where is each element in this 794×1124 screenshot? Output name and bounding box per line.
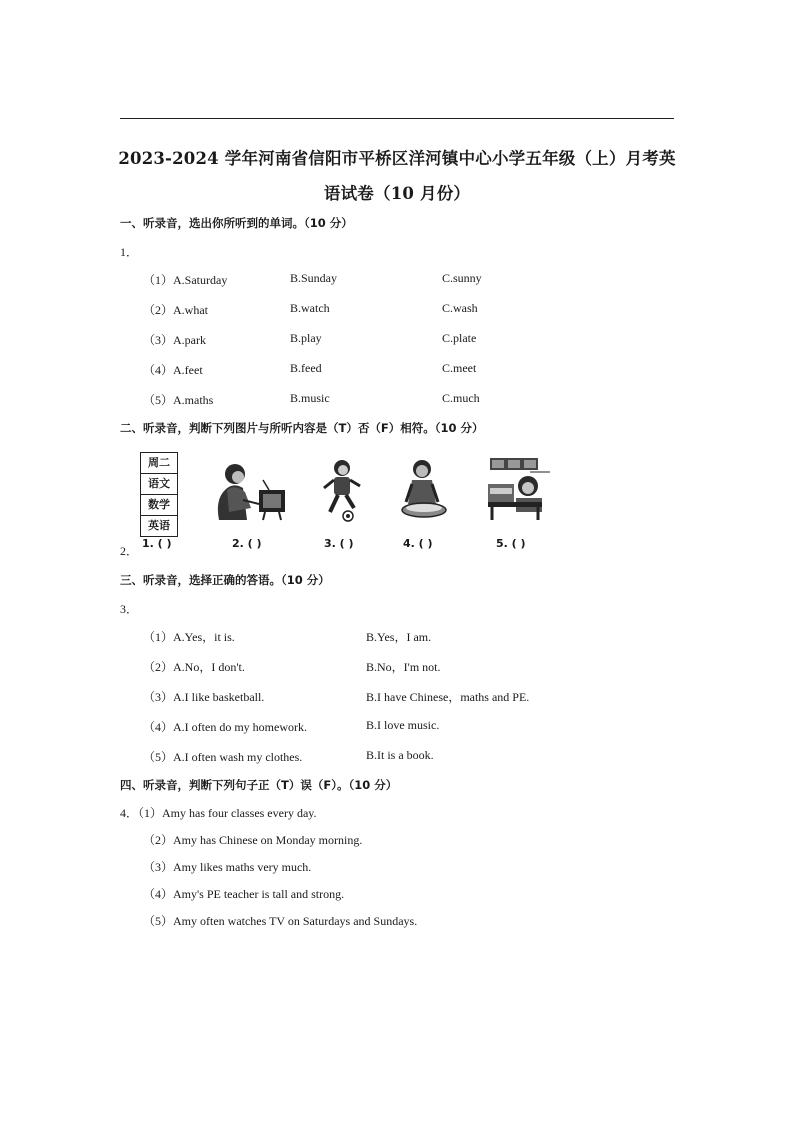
- picture-label-3: 3. ( ): [324, 537, 354, 550]
- question1-number: 1．: [120, 245, 139, 259]
- q3-item-4: [143, 718, 683, 734]
- question2-number: 2．: [120, 544, 139, 558]
- timetable-picture: [140, 452, 178, 537]
- q3-item-1: [143, 628, 683, 644]
- q1-item-5: [143, 391, 683, 407]
- q3-option-b: B.It is a book.: [366, 748, 434, 762]
- q3-option-b: B.I love music.: [366, 718, 440, 732]
- q4-item-4: （4）Amy's PE teacher is tall and strong.: [143, 887, 345, 901]
- timetable-cell: 数学: [140, 495, 178, 516]
- q1-option-b: B.feed: [290, 361, 322, 375]
- q1-item-3: [143, 331, 683, 347]
- q1-option-b: B.Sunday: [290, 271, 338, 285]
- reading-picture: [486, 454, 554, 524]
- q1-option-a: （5）A.maths: [143, 393, 214, 407]
- q1-item-4: [143, 361, 683, 377]
- q3-item-3: [143, 688, 683, 704]
- page-title-line1: 2023-2024 学年河南省信阳市平桥区洋河镇中心小学五年级（上）月考英: [118, 149, 676, 168]
- picture-label-2: 2. ( ): [232, 537, 262, 550]
- q3-option-a: （1）A.Yes，it is.: [143, 630, 235, 644]
- section2-heading: 二、听录音，判断下列图片与所听内容是（T）否（F）相符。（10 分）: [120, 421, 484, 435]
- picture-strip: [118, 448, 568, 560]
- q1-option-b: B.play: [290, 331, 322, 345]
- section1-heading: 一、听录音，选出你所听到的单词。（10 分）: [120, 216, 353, 230]
- q1-option-b: B.watch: [290, 301, 330, 315]
- q1-option-a: （3）A.park: [143, 333, 206, 347]
- picture-label-5: 5. ( ): [496, 537, 526, 550]
- q3-option-a: （5）A.I often wash my clothes.: [143, 750, 303, 764]
- q1-option-a: （4）A.feet: [143, 363, 203, 377]
- timetable-cell: 语文: [140, 474, 178, 495]
- q3-option-b: B.I have Chinese，maths and PE.: [366, 690, 530, 704]
- q4-item-3: （3）Amy likes maths very much.: [143, 860, 312, 874]
- q1-option-c: C.meet: [442, 361, 477, 375]
- watching-tv-picture: [213, 460, 293, 522]
- section3-heading: 三、听录音，选择正确的答语。（10 分）: [120, 573, 330, 587]
- picture-label-1: 1. ( ): [142, 537, 172, 550]
- q3-item-2: [143, 658, 683, 674]
- q1-item-2: [143, 301, 683, 317]
- question3-number: 3．: [120, 602, 139, 616]
- q3-option-a: （3）A.I like basketball.: [143, 690, 265, 704]
- timetable-cell: 周二: [140, 452, 178, 474]
- q1-option-c: C.plate: [442, 331, 477, 345]
- q1-option-c: C.much: [442, 391, 480, 405]
- q1-option-c: C.wash: [442, 301, 478, 315]
- q3-option-a: （2）A.No，I don't.: [143, 660, 245, 674]
- header-rule: [120, 118, 674, 119]
- q4-item-5: （5）Amy often watches TV on Saturdays and Sundays.: [143, 914, 418, 928]
- q1-option-c: C.sunny: [442, 271, 482, 285]
- q4-item-2: （2）Amy has Chinese on Monday morning.: [143, 833, 363, 847]
- q3-item-5: [143, 748, 683, 764]
- q3-option-a: （4）A.I often do my homework.: [143, 720, 307, 734]
- q1-option-b: B.music: [290, 391, 330, 405]
- q4-item-1: 4．（1）Amy has four classes every day.: [120, 806, 317, 820]
- picture-label-4: 4. ( ): [403, 537, 433, 550]
- q1-option-a: （2）A.what: [143, 303, 208, 317]
- page-title-line2: 语试卷（10 月份）: [323, 184, 471, 203]
- washing-clothes-picture: [398, 458, 450, 524]
- football-picture: [318, 458, 370, 522]
- section4-heading: 四、听录音，判断下列句子正（T）误（F）。（10 分）: [120, 778, 398, 792]
- q1-item-1: [143, 271, 683, 287]
- q3-option-b: B.Yes，I am.: [366, 630, 432, 644]
- q1-option-a: （1）A.Saturday: [143, 273, 228, 287]
- timetable-cell: 英语: [140, 516, 178, 537]
- q3-option-b: B.No，I'm not.: [366, 660, 441, 674]
